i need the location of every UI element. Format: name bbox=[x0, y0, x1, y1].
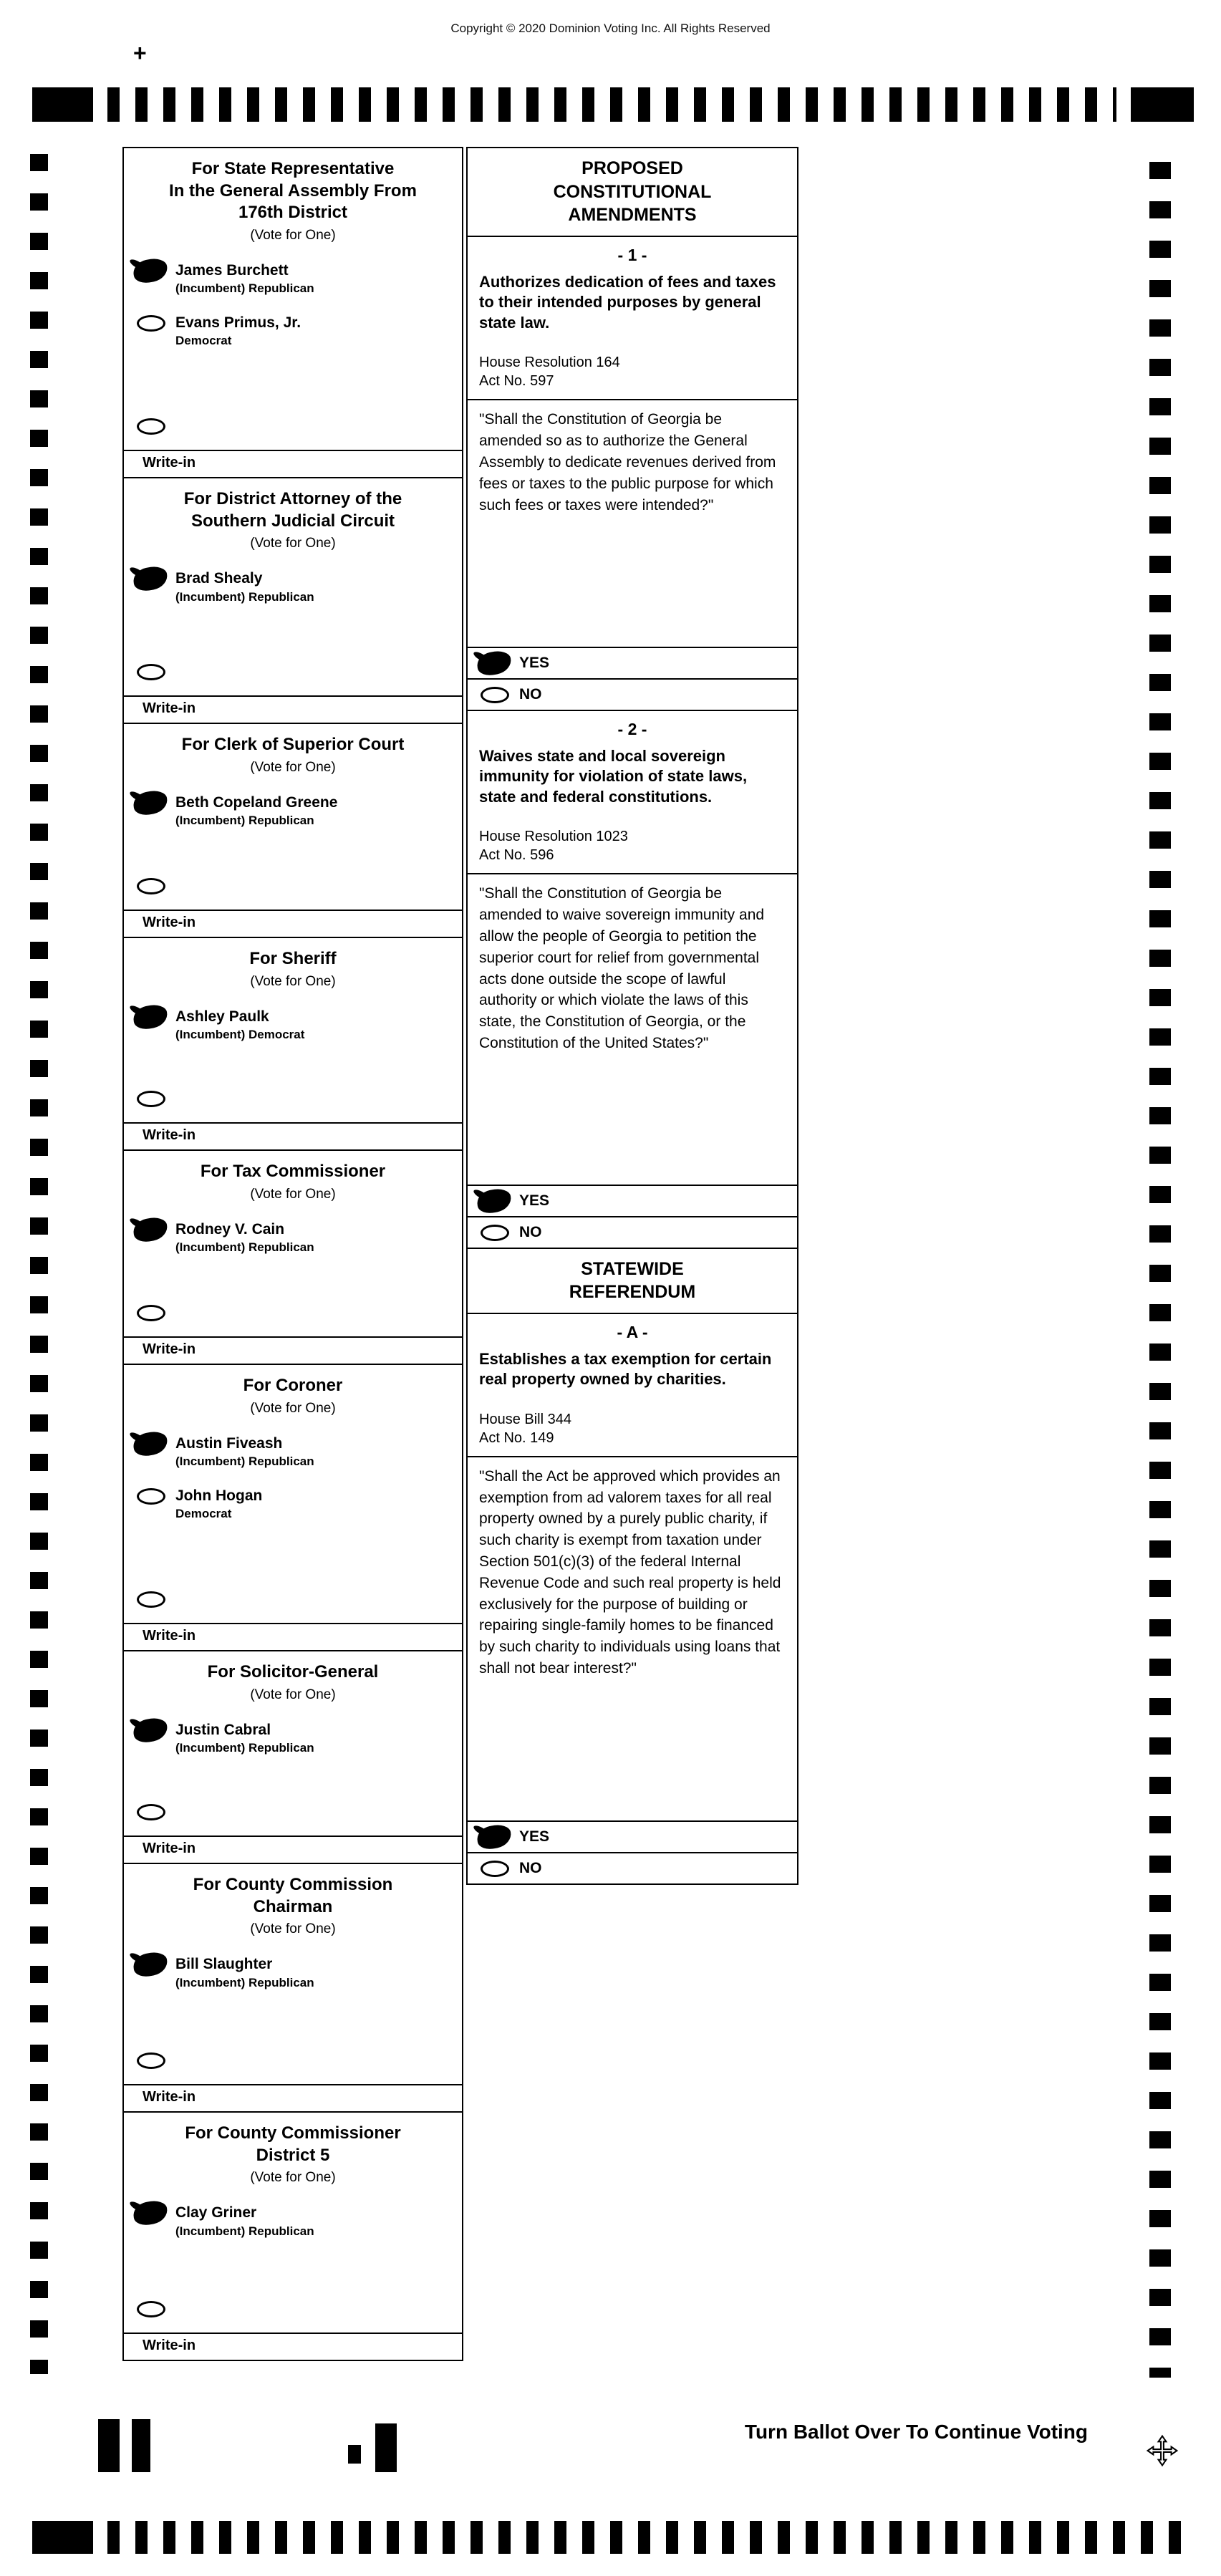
header-line: CONSTITUTIONAL bbox=[553, 181, 712, 202]
contest-header bbox=[124, 724, 462, 778]
contest-title-line: For County Commissioner bbox=[185, 2123, 401, 2143]
yes-label: YES bbox=[519, 1192, 550, 1209]
candidate-row bbox=[124, 299, 462, 351]
write-in-oval[interactable] bbox=[137, 2301, 165, 2317]
candidate-text bbox=[175, 1487, 262, 1521]
write-in-label: Write-in bbox=[143, 915, 196, 930]
vote-for-one-label: (Vote for One) bbox=[250, 1400, 336, 1416]
candidate-party: (Incumbent) Republican bbox=[175, 1454, 314, 1468]
contests-column bbox=[122, 147, 463, 2361]
contest-title-line: For Sheriff bbox=[249, 949, 337, 968]
write-in-row bbox=[124, 2333, 462, 2360]
candidate-text bbox=[175, 570, 314, 604]
write-in-oval-row bbox=[124, 870, 462, 910]
timing-marks-top bbox=[32, 87, 1194, 122]
timing-bars bbox=[107, 2521, 1185, 2554]
candidate-name: Clay Griner bbox=[175, 2204, 257, 2222]
candidate-text bbox=[175, 1722, 314, 1755]
candidate-oval[interactable] bbox=[137, 263, 165, 279]
candidate-row bbox=[124, 554, 462, 607]
yes-oval[interactable] bbox=[481, 655, 509, 672]
contest-header bbox=[124, 1151, 462, 1205]
vote-for-one-label: (Vote for One) bbox=[250, 2170, 336, 2186]
write-in-label: Write-in bbox=[143, 1628, 196, 1644]
candidate-party: (Incumbent) Republican bbox=[175, 2224, 314, 2238]
contest-county-commission-chairman bbox=[124, 1863, 462, 2111]
candidate-name: Justin Cabral bbox=[175, 1721, 271, 1738]
candidate-party: (Incumbent) Republican bbox=[175, 1975, 314, 1989]
write-in-oval[interactable] bbox=[137, 2052, 165, 2069]
measure-number: - 1 - bbox=[617, 245, 647, 264]
candidate-party: (Incumbent) Republican bbox=[175, 589, 314, 604]
candidate-text bbox=[175, 1435, 314, 1469]
measure-summary: Establishes a tax exemption for certain real property owned by charities. bbox=[479, 1349, 772, 1389]
candidate-row bbox=[124, 1940, 462, 1992]
timing-marks-left-column bbox=[30, 154, 48, 2374]
write-in-label: Write-in bbox=[143, 455, 196, 471]
contest-district-attorney bbox=[124, 477, 462, 723]
write-in-oval-row bbox=[124, 656, 462, 695]
contest-title bbox=[130, 1874, 456, 1918]
code-mark bbox=[132, 2419, 150, 2472]
write-in-oval-row bbox=[124, 2045, 462, 2084]
write-in-row bbox=[124, 2084, 462, 2111]
write-in-label: Write-in bbox=[143, 700, 196, 716]
candidate-party: (Incumbent) Republican bbox=[175, 281, 314, 296]
contest-title bbox=[130, 948, 456, 970]
contest-header bbox=[124, 938, 462, 993]
yes-row bbox=[468, 647, 797, 678]
contest-header bbox=[124, 1365, 462, 1419]
header-line: REFERENDUM bbox=[569, 1282, 696, 1302]
write-in-oval[interactable] bbox=[137, 1804, 165, 1820]
write-in-row bbox=[124, 910, 462, 937]
measure-citations bbox=[468, 334, 797, 399]
vote-for-one-label: (Vote for One) bbox=[250, 1921, 336, 1937]
contest-coroner bbox=[124, 1364, 462, 1650]
candidate-name: Evans Primus, Jr. bbox=[175, 314, 301, 332]
amendments-header bbox=[468, 148, 797, 237]
registration-plus-mark: + bbox=[133, 40, 147, 66]
code-mark bbox=[348, 2445, 361, 2464]
measure-number: - 2 - bbox=[617, 719, 647, 738]
vote-for-one-label: (Vote for One) bbox=[250, 759, 336, 775]
contest-solicitor-general bbox=[124, 1650, 462, 1863]
candidate-name: Beth Copeland Greene bbox=[175, 793, 338, 811]
write-in-oval[interactable] bbox=[137, 418, 165, 435]
candidate-row bbox=[124, 1205, 462, 1258]
referendum-header bbox=[468, 1248, 797, 1314]
vote-for-one-label: (Vote for One) bbox=[250, 1687, 336, 1702]
citation-line: Act No. 596 bbox=[479, 847, 554, 864]
contest-header bbox=[124, 1864, 462, 1940]
contest-header bbox=[124, 2113, 462, 2189]
no-label: NO bbox=[519, 1859, 542, 1876]
candidate-oval[interactable] bbox=[137, 1957, 165, 1973]
write-in-label: Write-in bbox=[143, 1341, 196, 1357]
header-line: AMENDMENTS bbox=[568, 205, 697, 225]
write-in-oval[interactable] bbox=[137, 1591, 165, 1608]
contest-title bbox=[130, 1375, 456, 1397]
candidate-name: Austin Fiveash bbox=[175, 1434, 283, 1452]
contest-title-line: 176th District bbox=[238, 203, 348, 223]
contest-title bbox=[130, 2123, 456, 2166]
candidate-name: Brad Shealy bbox=[175, 570, 263, 587]
no-oval[interactable] bbox=[481, 1225, 509, 1241]
no-label: NO bbox=[519, 1223, 542, 1240]
write-in-row bbox=[124, 1122, 462, 1149]
timing-block-left bbox=[32, 2521, 93, 2554]
candidate-oval[interactable] bbox=[137, 795, 165, 811]
measure-citations bbox=[468, 809, 797, 873]
code-mark bbox=[98, 2419, 120, 2472]
candidate-text bbox=[175, 794, 337, 828]
turn-ballot-over-text: Turn Ballot Over To Continue Voting bbox=[744, 2421, 1088, 2443]
statewide-referendum-section bbox=[468, 1248, 797, 1883]
write-in-row bbox=[124, 450, 462, 477]
contest-title-line: For State Representative bbox=[191, 159, 395, 178]
contest-sheriff bbox=[124, 937, 462, 1149]
candidate-party: Democrat bbox=[175, 334, 232, 348]
copyright-text: Copyright © 2020 Dominion Voting Inc. All Rights Reserved bbox=[450, 21, 771, 35]
candidate-text bbox=[175, 1008, 304, 1042]
candidate-name: James Burchett bbox=[175, 262, 289, 279]
measure-citations bbox=[468, 1391, 797, 1456]
contest-title bbox=[130, 158, 456, 224]
candidate-party: Democrat bbox=[175, 1507, 232, 1520]
contest-title-line: Chairman bbox=[253, 1896, 333, 1916]
vote-for-one-label: (Vote for One) bbox=[250, 973, 336, 989]
timing-marks-right-column bbox=[1149, 162, 1171, 2378]
yes-label: YES bbox=[519, 654, 550, 671]
write-in-label: Write-in bbox=[143, 2089, 196, 2105]
yes-oval[interactable] bbox=[481, 1829, 509, 1846]
candidate-text bbox=[175, 2204, 314, 2238]
candidate-text bbox=[175, 1956, 314, 1989]
candidate-party: (Incumbent) Republican bbox=[175, 1240, 314, 1254]
contest-title-line: For Coroner bbox=[243, 1376, 343, 1395]
code-mark bbox=[375, 2423, 397, 2472]
citation-line: House Bill 344 bbox=[479, 1411, 571, 1427]
candidate-party: (Incumbent) Republican bbox=[175, 813, 314, 827]
contest-title-line: In the General Assembly From bbox=[169, 180, 417, 201]
timing-bars bbox=[107, 87, 1116, 122]
no-oval[interactable] bbox=[481, 1861, 509, 1877]
vote-for-one-label: (Vote for One) bbox=[250, 1186, 336, 1202]
measure-amendment-2 bbox=[468, 710, 797, 1248]
candidate-row bbox=[124, 1472, 462, 1524]
measure-question: "Shall the Constitution of Georgia be amended so as to authorize the General Assembly to dedicate revenues derived from fees or taxes to the public purpose for which such fees or taxes were intended?" bbox=[468, 399, 797, 523]
yes-label: YES bbox=[519, 1828, 550, 1845]
candidate-oval[interactable] bbox=[137, 1222, 165, 1238]
measure-number: - A - bbox=[617, 1322, 648, 1341]
write-in-oval-row bbox=[124, 2293, 462, 2333]
contest-title bbox=[130, 1661, 456, 1684]
header-line: STATEWIDE bbox=[581, 1258, 684, 1279]
write-in-row bbox=[124, 1835, 462, 1863]
candidate-oval[interactable] bbox=[137, 1436, 165, 1452]
citation-line: House Resolution 1023 bbox=[479, 829, 628, 845]
write-in-label: Write-in bbox=[143, 2338, 196, 2353]
candidate-row bbox=[124, 246, 462, 299]
no-oval[interactable] bbox=[481, 687, 509, 703]
candidate-oval[interactable] bbox=[137, 2205, 165, 2222]
no-row bbox=[468, 678, 797, 710]
contest-title-line: For District Attorney of the bbox=[183, 489, 402, 508]
measures-column bbox=[466, 147, 798, 1885]
measure-summary: Authorizes dedication of fees and taxes to their intended purposes by general state law. bbox=[479, 272, 776, 332]
candidate-name: Bill Slaughter bbox=[175, 1956, 273, 1973]
candidate-name: Rodney V. Cain bbox=[175, 1220, 285, 1238]
contest-header bbox=[124, 478, 462, 554]
candidate-oval[interactable] bbox=[137, 1009, 165, 1026]
candidate-name: John Hogan bbox=[175, 1487, 263, 1504]
yes-row bbox=[468, 1820, 797, 1852]
contest-title bbox=[130, 734, 456, 756]
candidate-party: (Incumbent) Republican bbox=[175, 1740, 314, 1755]
timing-marks-bottom bbox=[32, 2521, 1200, 2554]
write-in-row bbox=[124, 1623, 462, 1650]
contest-title bbox=[130, 1161, 456, 1183]
write-in-oval[interactable] bbox=[137, 878, 165, 894]
contest-header bbox=[124, 148, 462, 246]
write-in-oval[interactable] bbox=[137, 1091, 165, 1107]
contest-title bbox=[130, 488, 456, 532]
measure-question: "Shall the Constitution of Georgia be amended to waive sovereign immunity and allow the people of Georgia to petition the superior court for relief from governmental acts done outside the scope of lawful authority or which violate the laws of this state, the Constitution of Georgia, or the Constitution of the United States?" bbox=[468, 873, 797, 1061]
candidate-oval[interactable] bbox=[137, 1488, 165, 1505]
measure-amendment-1 bbox=[468, 237, 797, 710]
header-line: PROPOSED bbox=[581, 158, 683, 178]
candidate-row bbox=[124, 1706, 462, 1758]
citation-line: Act No. 149 bbox=[479, 1429, 554, 1446]
measure-referendum-a bbox=[468, 1314, 797, 1883]
citation-line: House Resolution 164 bbox=[479, 354, 620, 371]
contest-clerk-superior-court bbox=[124, 723, 462, 937]
candidate-row bbox=[124, 993, 462, 1045]
no-label: NO bbox=[519, 685, 542, 703]
contest-title-line: Southern Judicial Circuit bbox=[190, 511, 395, 531]
write-in-oval-row bbox=[124, 1583, 462, 1623]
write-in-oval-row bbox=[124, 1297, 462, 1336]
write-in-oval-row bbox=[124, 410, 462, 450]
contest-title-line: For Tax Commissioner bbox=[200, 1162, 386, 1181]
contest-title-line: For County Commission bbox=[193, 1875, 393, 1894]
candidate-name: Ashley Paulk bbox=[175, 1008, 269, 1025]
contest-header bbox=[124, 1651, 462, 1706]
contest-tax-commissioner bbox=[124, 1149, 462, 1364]
candidate-row bbox=[124, 1419, 462, 1472]
write-in-label: Write-in bbox=[143, 1841, 196, 1856]
yes-oval[interactable] bbox=[481, 1193, 509, 1210]
vote-for-one-label: (Vote for One) bbox=[250, 536, 336, 551]
candidate-party: (Incumbent) Democrat bbox=[175, 1027, 305, 1041]
contest-title-line: For Clerk of Superior Court bbox=[181, 735, 405, 754]
no-row bbox=[468, 1852, 797, 1883]
candidate-text bbox=[175, 1221, 314, 1255]
candidate-row bbox=[124, 778, 462, 831]
write-in-oval[interactable] bbox=[137, 664, 165, 680]
measure-summary: Waives state and local sovereign immunity for violation of state laws, state and federal constitutions. bbox=[479, 746, 748, 806]
candidate-oval[interactable] bbox=[137, 1722, 165, 1739]
yes-row bbox=[468, 1185, 797, 1216]
timing-block-right bbox=[1131, 87, 1194, 122]
proposed-amendments-section bbox=[468, 148, 797, 1248]
vote-for-one-label: (Vote for One) bbox=[250, 228, 336, 243]
write-in-row bbox=[124, 1336, 462, 1364]
citation-line: Act No. 597 bbox=[479, 373, 554, 390]
timing-block-left bbox=[32, 87, 93, 122]
write-in-label: Write-in bbox=[143, 1127, 196, 1143]
measure-question: "Shall the Act be approved which provides an exemption from ad valorem taxes for all real property owned by a purely public charity, if such charity is exempt from taxation under Section 501(c)(3) of the federal Internal Revenue Code and such real property is held exclusively for the purpose of building or repairing single-family homes to be financed by such charity to individuals using loans that shall not bear interest?" bbox=[468, 1456, 797, 1687]
write-in-oval-row bbox=[124, 1796, 462, 1835]
contest-title-line: District 5 bbox=[256, 2145, 330, 2165]
candidate-row bbox=[124, 2189, 462, 2241]
write-in-row bbox=[124, 695, 462, 723]
candidate-oval[interactable] bbox=[137, 315, 165, 332]
candidate-text bbox=[175, 262, 314, 296]
write-in-oval[interactable] bbox=[137, 1305, 165, 1321]
no-row bbox=[468, 1216, 797, 1248]
candidate-oval[interactable] bbox=[137, 571, 165, 587]
contest-state-representative bbox=[124, 148, 462, 477]
contest-title-line: For Solicitor-General bbox=[207, 1662, 379, 1682]
move-cursor-icon bbox=[1145, 2433, 1179, 2468]
write-in-oval-row bbox=[124, 1083, 462, 1122]
contest-county-commissioner-district-5 bbox=[124, 2111, 462, 2360]
candidate-text bbox=[175, 314, 301, 348]
